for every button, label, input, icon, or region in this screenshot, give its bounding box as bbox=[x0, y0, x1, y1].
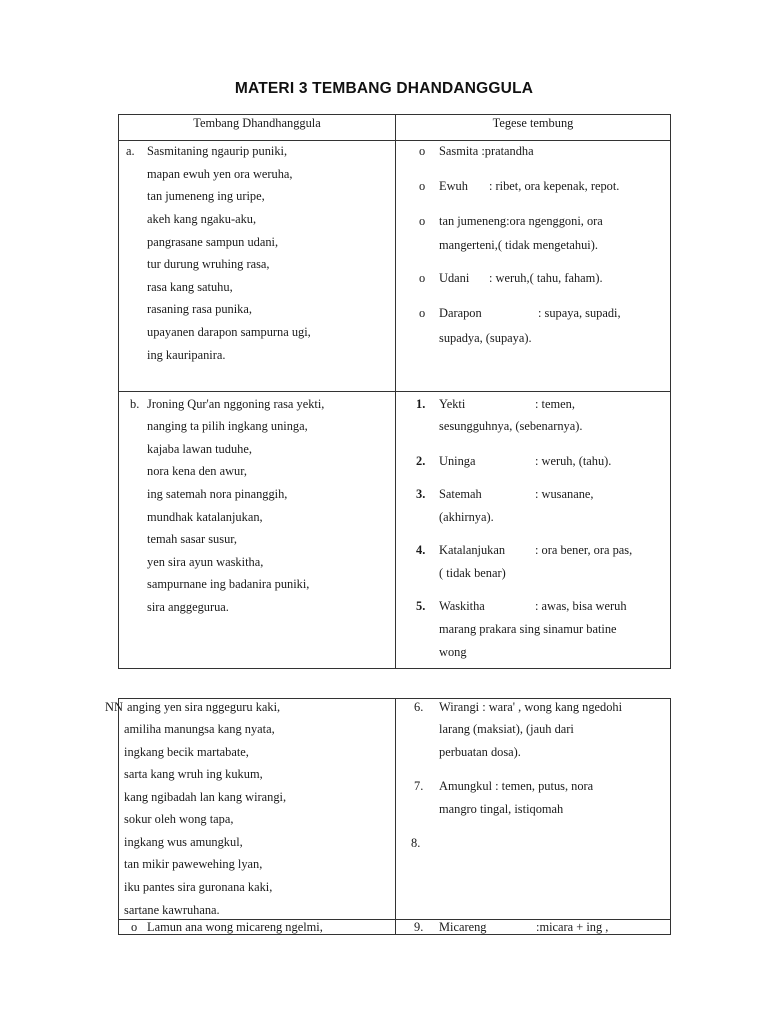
bullet-marker: o bbox=[419, 306, 426, 320]
bullet-marker: o bbox=[419, 271, 426, 285]
verse-line: kajaba lawan tuduhe, bbox=[147, 442, 252, 456]
gloss-term: Sasmita :pratandha bbox=[439, 144, 534, 158]
verse-line: anging yen sira nggeguru kaki, bbox=[127, 700, 281, 714]
gloss-number: 7. bbox=[414, 779, 424, 793]
verse-line: nora kena den awur, bbox=[147, 464, 247, 478]
gloss-definition: : wusanane, bbox=[535, 487, 594, 501]
verse-line: sartane kawruhana. bbox=[124, 903, 220, 917]
gloss-continuation: perbuatan dosa). bbox=[439, 745, 521, 759]
table-column-divider bbox=[395, 115, 396, 668]
verse-line: kang ngibadah lan kang wirangi, bbox=[124, 790, 287, 804]
verse-line: sarta kang wruh ing kukum, bbox=[124, 767, 263, 781]
verse-line: Sasmitaning ngaurip puniki, bbox=[147, 144, 288, 158]
verse-line: temah sasar susur, bbox=[147, 532, 238, 546]
gloss-definition: : temen, bbox=[535, 397, 575, 411]
gloss-term: Uninga bbox=[439, 454, 476, 468]
verse-line: pangrasane sampun udani, bbox=[147, 235, 279, 249]
verse-line: mapan ewuh yen ora weruha, bbox=[147, 167, 293, 181]
gloss-term: Amungkul : temen, putus, nora bbox=[439, 779, 594, 793]
gloss-continuation: mangerteni,( tidak mengetahui). bbox=[439, 238, 598, 252]
column-header-tegese: Tegese tembung bbox=[492, 116, 574, 130]
gloss-number: 8. bbox=[411, 836, 421, 850]
gloss-term: Waskitha bbox=[439, 599, 485, 613]
gloss-definition: : weruh,( tahu, faham). bbox=[489, 271, 603, 285]
verse-marker: a. bbox=[126, 144, 135, 158]
overflow-prefix: NN bbox=[105, 700, 123, 714]
verse-line: tur durung wruhing rasa, bbox=[147, 257, 270, 271]
vocabulary-table-2 bbox=[105, 698, 671, 935]
verse-line: nanging ta pilih ingkang uninga, bbox=[147, 419, 308, 433]
gloss-continuation: marang prakara sing sinamur batine bbox=[439, 622, 617, 636]
verse-line: Lamun ana wong micareng ngelmi, bbox=[147, 920, 323, 934]
gloss-number: 2. bbox=[416, 454, 426, 468]
gloss-definition: : ora bener, ora pas, bbox=[535, 543, 633, 557]
verse-line: tan jumeneng ing uripe, bbox=[147, 189, 265, 203]
gloss-term: Darapon bbox=[439, 306, 482, 320]
verse-marker: b. bbox=[130, 397, 140, 411]
gloss-term: Udani bbox=[439, 271, 470, 285]
verse-line: ingkang becik martabate, bbox=[124, 745, 249, 759]
gloss-term: Wirangi : wara' , wong kang ngedohi bbox=[439, 700, 623, 714]
gloss-term: Ewuh bbox=[439, 179, 468, 193]
verse-line: sokur oleh wong tapa, bbox=[124, 812, 234, 826]
verse-line: mundhak katalanjukan, bbox=[147, 510, 263, 524]
verse-line: iku pantes sira guronana kaki, bbox=[124, 880, 273, 894]
gloss-definition: :micara + ing , bbox=[536, 920, 609, 934]
gloss-number: 6. bbox=[414, 700, 424, 714]
gloss-term: Micareng bbox=[439, 920, 487, 934]
gloss-number: 9. bbox=[414, 920, 424, 934]
gloss-term: Katalanjukan bbox=[439, 543, 506, 557]
verse-line: ingkang wus amungkul, bbox=[124, 835, 243, 849]
gloss-number: 3. bbox=[416, 487, 426, 501]
bullet-marker: o bbox=[419, 144, 426, 158]
verse-line: amiliha manungsa kang nyata, bbox=[124, 722, 275, 736]
gloss-continuation: mangro tingal, istiqomah bbox=[439, 802, 564, 816]
gloss-definition: : awas, bisa weruh bbox=[535, 599, 627, 613]
gloss-number: 1. bbox=[416, 397, 426, 411]
verse-line: tan mikir pawewehing lyan, bbox=[124, 857, 263, 871]
gloss-term: tan jumeneng:ora ngenggoni, ora bbox=[439, 214, 603, 228]
bullet-marker: o bbox=[131, 920, 138, 934]
gloss-continuation: wong bbox=[439, 645, 467, 659]
bullet-marker: o bbox=[419, 214, 426, 228]
gloss-continuation: ( tidak benar) bbox=[439, 566, 506, 580]
gloss-definition: : ribet, ora kepenak, repot. bbox=[489, 179, 620, 193]
verse-line: sampurnane ing badanira puniki, bbox=[147, 577, 310, 591]
table-column-divider bbox=[395, 699, 396, 934]
bullet-marker: o bbox=[419, 179, 426, 193]
gloss-number: 4. bbox=[416, 543, 426, 557]
verse-line: ing satemah nora pinanggih, bbox=[147, 487, 288, 501]
verse-line: rasa kang satuhu, bbox=[147, 280, 233, 294]
verse-line: akeh kang ngaku-aku, bbox=[147, 212, 257, 226]
page-title: MATERI 3 TEMBANG DHANDANGGULA bbox=[234, 80, 534, 97]
gloss-continuation: (akhirnya). bbox=[439, 510, 494, 524]
gloss-continuation: larang (maksiat), (jauh dari bbox=[439, 722, 574, 736]
verse-line: ing kauripanira. bbox=[147, 348, 226, 362]
gloss-term: Yekti bbox=[439, 397, 466, 411]
verse-line: Jroning Qur'an nggoning rasa yekti, bbox=[147, 397, 325, 411]
verse-line: yen sira ayun waskitha, bbox=[147, 555, 264, 569]
gloss-continuation: supadya, (supaya). bbox=[439, 331, 532, 345]
gloss-definition: : weruh, (tahu). bbox=[535, 454, 612, 468]
verse-line: sira anggegurua. bbox=[147, 600, 229, 614]
gloss-definition: : supaya, supadi, bbox=[538, 306, 621, 320]
gloss-continuation: sesungguhnya, (sebenarnya). bbox=[439, 419, 583, 433]
verse-line: rasaning rasa punika, bbox=[147, 302, 252, 316]
column-header-tembang: Tembang Dhandhanggula bbox=[193, 116, 321, 130]
verse-line: upayanen darapon sampurna ugi, bbox=[147, 325, 311, 339]
gloss-term: Satemah bbox=[439, 487, 482, 501]
gloss-number: 5. bbox=[416, 599, 426, 613]
vocabulary-table-1 bbox=[118, 114, 671, 669]
